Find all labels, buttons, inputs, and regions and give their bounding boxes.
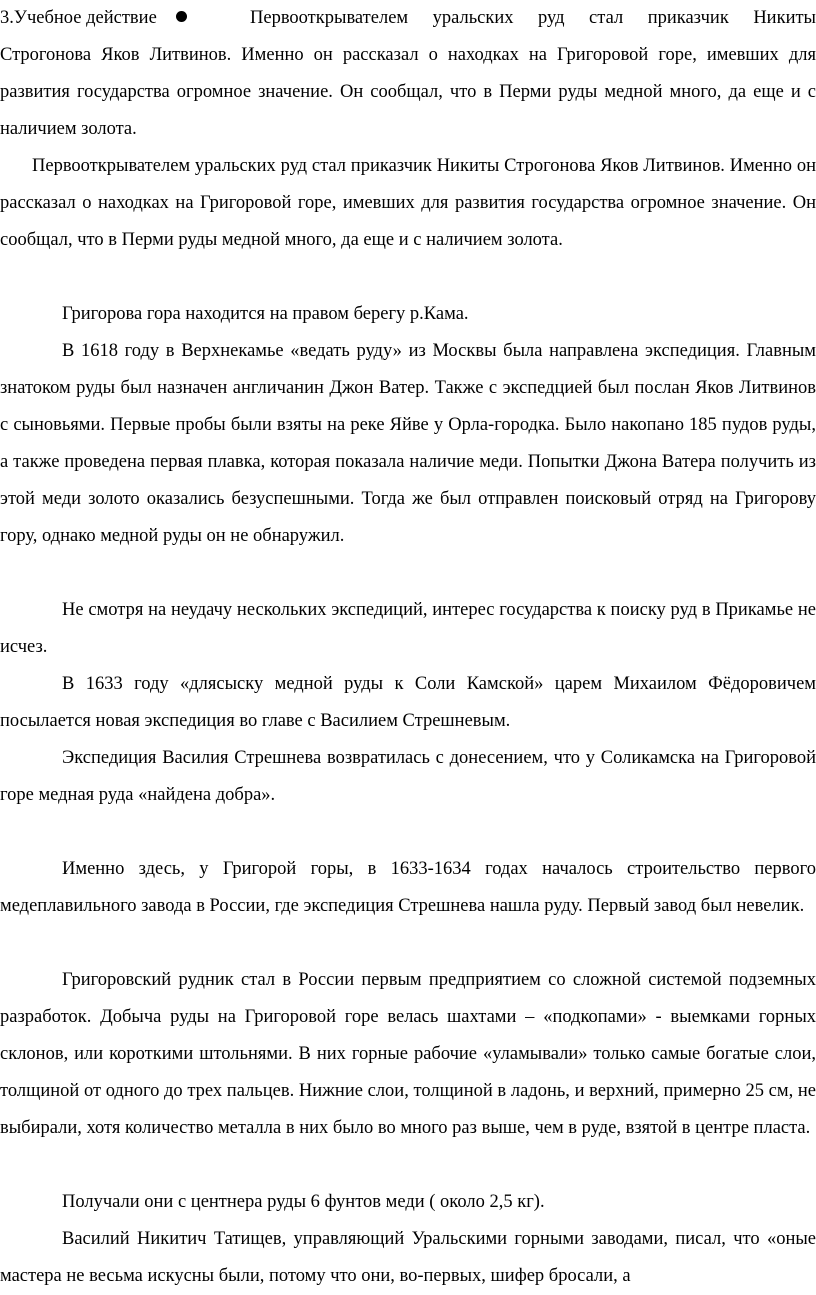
bullet-icon — [176, 11, 187, 22]
paragraph-4: Не смотря на неудачу нескольких экспедиций, интерес государства к поиску руд в Прикамье не исчез. — [0, 600, 816, 657]
paragraph-10: Василий Никитич Татищев, управляющий Уральскими горными заводами, писал, что «оные мастера не весьма искусны были, потому что они, во-первых, шифер бросали, а — [0, 1229, 816, 1286]
heading-label: 3.Учебное действие — [0, 8, 157, 28]
intro-rest: Строгонова Яков Литвинов. Именно он рассказал о находках на Григоровой горе, имевших для развития государства огромное значение. Он сообщал, что в Перми руды медной много, да еще и с наличием золота. — [0, 45, 816, 139]
intro-first-line: Первооткрывателем уральских руд стал приказчик Никиты — [250, 8, 816, 28]
paragraph-7: Именно здесь, у Григорой горы, в 1633-1634 годах началось строительство первого медеплавильного завода в России, где экспедиция Стрешнева нашла руду. Первый завод был невелик. — [0, 859, 816, 916]
paragraph-1: Первооткрывателем уральских руд стал приказчик Никиты Строгонова Яков Литвинов. Именно он рассказал о находках на Григоровой горе, имевших для развития государства огромное значение. Он сообщал, что в Перми руды медной много, да еще и с наличием золота. — [0, 156, 816, 250]
paragraph-5: В 1633 году «длясыску медной руды к Соли Камской» царем Михаилом Фёдоровичем посылается новая экспедиция во главе с Василием Стрешневым. — [0, 674, 816, 731]
paragraph-8: Григоровский рудник стал в России первым предприятием со сложной системой подземных разработок. Добыча руды на Григоровой горе велась шахтами – «подкопами» - выемками горных склонов, или короткими штольнями. В них горные рабочие «уламывали» только самые богатые слои, толщиной от одного до трех пальцев. Нижние слои, толщиной в ладонь, и верхний, примерно 25 см, не выбирали, хотя количество металла в них было во много раз выше, чем в руде, взятой в центре пласта. — [0, 970, 816, 1138]
paragraph-2: Григорова гора находится на правом берегу р.Кама. — [62, 304, 469, 324]
paragraph-9: Получали они с центнера руды 6 фунтов меди ( около 2,5 кг). — [62, 1192, 545, 1212]
paragraph-6: Экспедиция Василия Стрешнева возвратилась с донесением, что у Соликамска на Григоровой горе медная руда «найдена добра». — [0, 748, 816, 805]
paragraph-3: В 1618 году в Верхнекамье «ведать руду» из Москвы была направлена экспедиция. Главным знатоком руды был назначен англичанин Джон Ватер. Также с экспедцией был послан Яков Литвинов с сыновьями. Первые пробы были взяты на реке Яйве у Орла-городка. Было накопано 185 пудов руды, а также проведена первая плавка, которая показала наличие меди. Попытки Джона Ватера получить из этой меди золото оказались безуспешными. Тогда же был отправлен поисковый отряд на Григорову гору, однако медной руды он не обнаружил. — [0, 341, 816, 546]
paragraph-intro — [0, 0, 816, 148]
heading-line — [0, 0, 816, 37]
